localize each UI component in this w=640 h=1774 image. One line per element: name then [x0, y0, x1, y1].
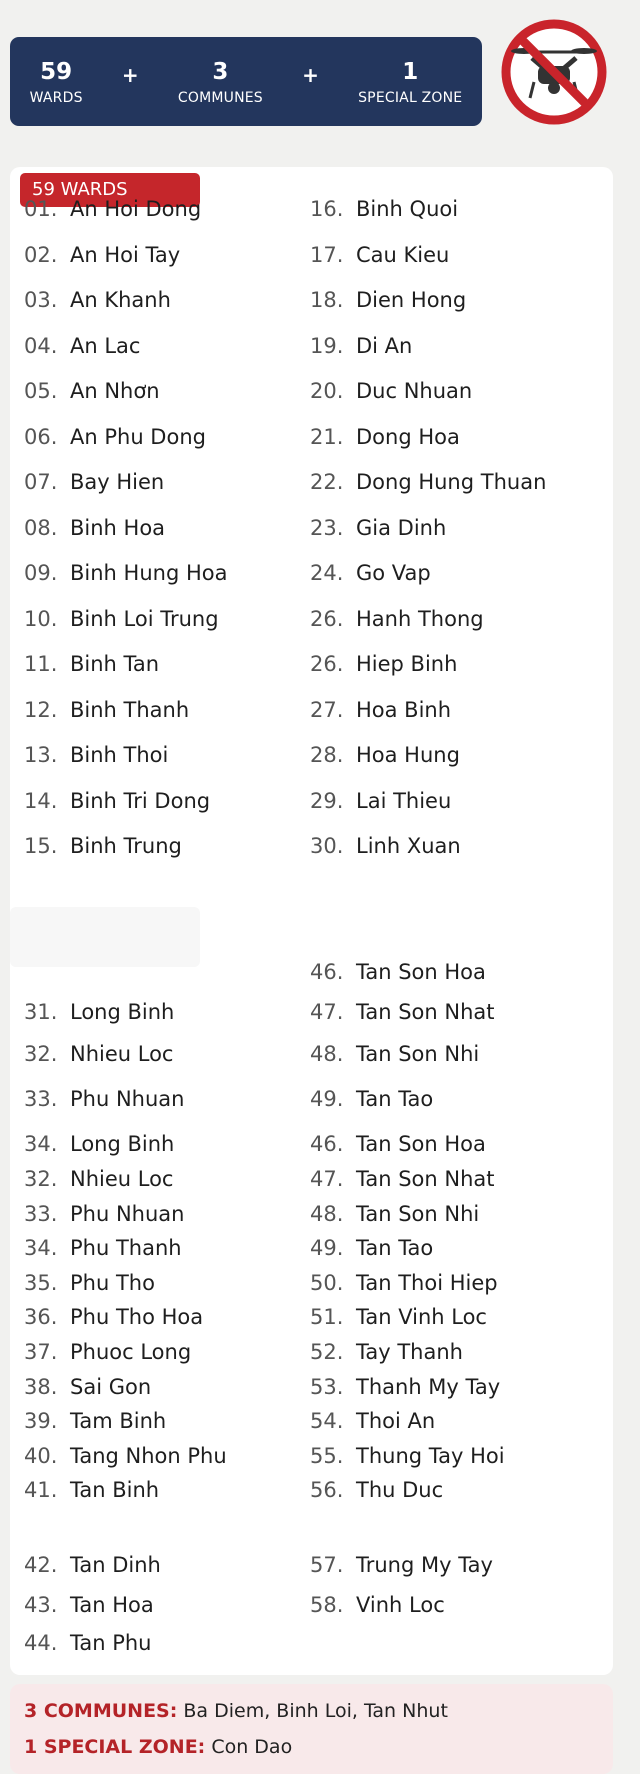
ward-item [24, 1302, 203, 1332]
ward-item [24, 786, 210, 816]
communes-count: 3 [212, 58, 229, 85]
ward-item [24, 1084, 184, 1114]
special-zone-count: 1 [402, 58, 419, 85]
ward-number: 27. [310, 697, 344, 722]
ward-number: 56. [310, 1478, 344, 1503]
ward-item [24, 649, 159, 679]
ward-number: 38. [24, 1374, 58, 1399]
ward-number: 03. [24, 288, 58, 312]
ward-item [310, 1441, 505, 1471]
ward-name: An Nhơn [70, 379, 160, 403]
ward-number: 52. [310, 1340, 344, 1364]
ward-name: Tan Son Hoa [356, 1132, 486, 1156]
summary-banner [10, 37, 482, 126]
ward-name: Tan Binh [70, 1478, 160, 1503]
ward-name: Binh Tan [70, 652, 160, 676]
ward-name: Linh Xuan [356, 834, 461, 858]
ward-number: 30. [310, 834, 344, 858]
ward-number: 47. [310, 1167, 344, 1191]
wards-stat [30, 58, 83, 106]
ward-name: Binh Hung Hoa [70, 561, 228, 585]
ward-name: Vinh Loc [356, 1593, 445, 1617]
ward-name: Binh Thanh [70, 697, 190, 722]
ward-item [24, 513, 165, 543]
ward-number: 35. [24, 1270, 58, 1295]
ward-name: Trung My Tay [356, 1553, 493, 1577]
communes-line [24, 1700, 448, 1722]
ward-name: Tan Dinh [70, 1553, 161, 1577]
ward-number: 23. [310, 515, 344, 540]
ward-item [24, 558, 227, 588]
ward-item [310, 376, 472, 406]
ward-item [310, 240, 449, 270]
ward-item [310, 957, 486, 987]
ward-item [310, 649, 457, 679]
ward-name: Thoi An [356, 1409, 436, 1434]
ward-name: Nhieu Loc [70, 1042, 174, 1066]
ward-number: 54. [310, 1409, 344, 1434]
ward-name: Hanh Thong [356, 606, 484, 631]
ward-name: Tan Son Nhat [356, 1167, 495, 1191]
ward-number: 07. [24, 470, 58, 494]
special-zone-label: SPECIAL ZONE [358, 89, 463, 106]
ward-item [24, 740, 168, 770]
ward-name: Tan Son Nhi [356, 1042, 480, 1066]
ward-number: 41. [24, 1478, 58, 1503]
ward-item [310, 1129, 486, 1159]
ward-number: 26. [310, 606, 344, 631]
ward-number: 16. [310, 197, 344, 221]
special-zone-line [24, 1736, 292, 1758]
ward-number: 34. [24, 1132, 58, 1156]
ward-name: Thu Duc [356, 1478, 444, 1503]
ward-number: 36. [24, 1305, 58, 1330]
ward-item [24, 1550, 161, 1580]
ward-item [24, 1406, 166, 1436]
ward-name: Phu Tho Hoa [70, 1305, 204, 1330]
ward-item [310, 1550, 493, 1580]
wards-count: 59 [40, 58, 73, 85]
ward-item [24, 331, 140, 361]
ward-number: 46. [310, 1132, 344, 1156]
ward-name: An Phu Dong [70, 424, 206, 449]
blur-patch [10, 907, 200, 967]
ward-number: 47. [310, 1000, 344, 1024]
ward-name: Go Vap [356, 561, 431, 585]
ward-number: 08. [24, 515, 58, 540]
ward-item [310, 1590, 445, 1620]
ward-item [24, 1233, 182, 1263]
ward-name: Bay Hien [70, 470, 165, 494]
ward-name: Long Binh [70, 1132, 175, 1156]
ward-name: Tan Tao [356, 1236, 434, 1261]
ward-number: 49. [310, 1087, 344, 1111]
ward-number: 57. [310, 1553, 344, 1577]
wards-label: WARDS [29, 89, 83, 106]
ward-number: 55. [310, 1443, 344, 1468]
ward-name: An Hoi Dong [70, 197, 202, 221]
ward-number: 01. [24, 197, 58, 221]
ward-name: Tan Vinh Loc [356, 1305, 487, 1330]
ward-number: 11. [24, 652, 58, 676]
ward-number: 40. [24, 1443, 58, 1468]
ward-item [310, 604, 484, 634]
ward-item [310, 467, 546, 497]
ward-item [310, 1302, 487, 1332]
ward-item [24, 1441, 227, 1471]
ward-number: 31. [24, 1000, 58, 1024]
ward-name: Sai Gon [70, 1374, 152, 1399]
ward-name: Binh Loi Trung [70, 606, 219, 631]
ward-number: 09. [24, 561, 58, 585]
ward-item [310, 194, 458, 224]
ward-number: 34. [24, 1236, 58, 1261]
no-drone-icon [500, 18, 608, 126]
ward-name: Long Binh [70, 1000, 175, 1024]
ward-name: Phu Nhuan [70, 1087, 185, 1111]
ward-number: 28. [310, 743, 344, 767]
ward-number: 43. [24, 1593, 58, 1617]
ward-item [310, 1406, 435, 1436]
ward-item [24, 1372, 151, 1402]
ward-name: Lai Thieu [356, 788, 452, 813]
ward-name: Binh Quoi [356, 197, 459, 221]
ward-number: 48. [310, 1042, 344, 1066]
ward-item [310, 422, 460, 452]
ward-name: An Khanh [70, 288, 171, 312]
ward-name: Hoa Binh [356, 697, 452, 722]
ward-item [24, 285, 171, 315]
ward-number: 39. [24, 1409, 58, 1434]
wards-card [10, 167, 613, 1675]
ward-number: 53. [310, 1374, 344, 1399]
ward-name: Thanh My Tay [356, 1374, 501, 1399]
ward-number: 18. [310, 288, 344, 312]
footer-panel [10, 1684, 613, 1774]
ward-name: Phuoc Long [70, 1340, 192, 1364]
ward-name: Duc Nhuan [356, 379, 473, 403]
ward-number: 05. [24, 379, 58, 403]
ward-item [310, 831, 461, 861]
ward-number: 29. [310, 788, 344, 813]
ward-name: Tan Son Hoa [356, 960, 486, 984]
ward-number: 32. [24, 1042, 58, 1066]
ward-item [24, 376, 160, 406]
ward-item [310, 1233, 433, 1263]
ward-name: Binh Thoi [70, 743, 169, 767]
ward-name: An Hoi Tay [70, 242, 181, 267]
ward-number: 14. [24, 788, 58, 813]
ward-name: Nhieu Loc [70, 1167, 174, 1191]
ward-name: Dong Hung Thuan [356, 470, 547, 494]
ward-name: Cau Kieu [356, 242, 450, 267]
special-zone-key: 1 SPECIAL ZONE: [24, 1736, 206, 1758]
ward-number: 33. [24, 1087, 58, 1111]
ward-item [24, 1129, 174, 1159]
ward-item [310, 1372, 500, 1402]
ward-item [310, 285, 466, 315]
ward-item [310, 1337, 463, 1367]
ward-number: 37. [24, 1340, 58, 1364]
ward-item [24, 1475, 159, 1505]
ward-number: 21. [310, 424, 344, 449]
ward-name: Tang Nhon Phu [70, 1443, 227, 1468]
ward-name: Binh Hoa [70, 515, 166, 540]
ward-number: 12. [24, 697, 58, 722]
ward-name: Hiep Binh [356, 652, 458, 676]
ward-item [24, 1337, 191, 1367]
ward-item [310, 558, 431, 588]
communes-key: 3 COMMUNES: [24, 1700, 178, 1722]
ward-name: Dien Hong [356, 288, 467, 312]
ward-name: Thung Tay Hoi [356, 1443, 505, 1468]
ward-number: 50. [310, 1270, 344, 1295]
ward-number: 04. [24, 333, 58, 358]
communes-label: COMMUNES [177, 89, 263, 106]
ward-name: Tan Hoa [70, 1593, 154, 1617]
ward-item [24, 194, 201, 224]
plus-sign: + [121, 62, 139, 87]
ward-number: 22. [310, 470, 344, 494]
ward-item [310, 1164, 495, 1194]
ward-number: 20. [310, 379, 344, 403]
ward-number: 13. [24, 743, 58, 767]
ward-number: 24. [310, 561, 344, 585]
ward-name: Binh Tri Dong [70, 788, 211, 813]
ward-item [24, 1268, 155, 1298]
ward-number: 10. [24, 606, 58, 631]
ward-number: 44. [24, 1631, 58, 1655]
ward-number: 17. [310, 242, 344, 267]
ward-item [24, 1199, 184, 1229]
ward-number: 46. [310, 960, 344, 984]
ward-name: Di An [356, 333, 413, 358]
ward-name: Tan Son Nhi [356, 1201, 480, 1226]
ward-item [310, 1268, 498, 1298]
ward-item [310, 695, 451, 725]
ward-item [24, 240, 180, 270]
ward-item [310, 331, 412, 361]
ward-number: 51. [310, 1305, 344, 1330]
ward-number: 15. [24, 834, 58, 858]
ward-number: 19. [310, 333, 344, 358]
special-zone-value: Con Dao [205, 1736, 293, 1758]
ward-name: Hoa Hung [356, 743, 460, 767]
ward-number: 26. [310, 652, 344, 676]
ward-number: 02. [24, 242, 58, 267]
ward-item [310, 1084, 433, 1114]
ward-item [24, 1039, 173, 1069]
ward-item [310, 1475, 443, 1505]
ward-item [310, 997, 495, 1027]
ward-number: 58. [310, 1593, 344, 1617]
ward-name: Tan Tao [356, 1087, 434, 1111]
ward-item [310, 786, 451, 816]
ward-item [24, 695, 189, 725]
ward-item [24, 831, 182, 861]
ward-number: 42. [24, 1553, 58, 1577]
ward-name: Phu Thanh [70, 1236, 182, 1261]
ward-number: 32. [24, 1167, 58, 1191]
wards-badge: 59 WARDS [20, 173, 200, 207]
ward-number: 06. [24, 424, 58, 449]
ward-name: Tan Thoi Hiep [356, 1270, 498, 1295]
ward-item [310, 740, 460, 770]
ward-name: Dong Hoa [356, 424, 460, 449]
ward-name: Gia Dinh [356, 515, 447, 540]
communes-stat [178, 58, 263, 106]
ward-name: Binh Trung [70, 834, 182, 858]
ward-name: Tay Thanh [356, 1340, 463, 1364]
ward-item [24, 604, 219, 634]
ward-item [24, 1628, 152, 1658]
ward-name: Phu Nhuan [70, 1201, 185, 1226]
ward-item [24, 1590, 154, 1620]
ward-number: 49. [310, 1236, 344, 1261]
ward-name: Tan Phu [70, 1631, 152, 1655]
ward-item [310, 513, 446, 543]
ward-name: An Lac [70, 333, 141, 358]
ward-item [24, 1164, 173, 1194]
ward-name: Phu Tho [70, 1270, 155, 1295]
ward-number: 33. [24, 1201, 58, 1226]
ward-item [24, 422, 206, 452]
ward-name: Tan Son Nhat [356, 1000, 495, 1024]
ward-item [24, 467, 164, 497]
communes-value: Ba Diem, Binh Loi, Tan Nhut [177, 1700, 448, 1722]
ward-item [310, 1039, 479, 1069]
special-zone-stat [358, 58, 462, 106]
plus-sign: + [302, 62, 319, 87]
ward-name: Tam Binh [70, 1409, 167, 1434]
ward-number: 48. [310, 1201, 344, 1226]
ward-item [24, 997, 174, 1027]
ward-item [310, 1199, 479, 1229]
